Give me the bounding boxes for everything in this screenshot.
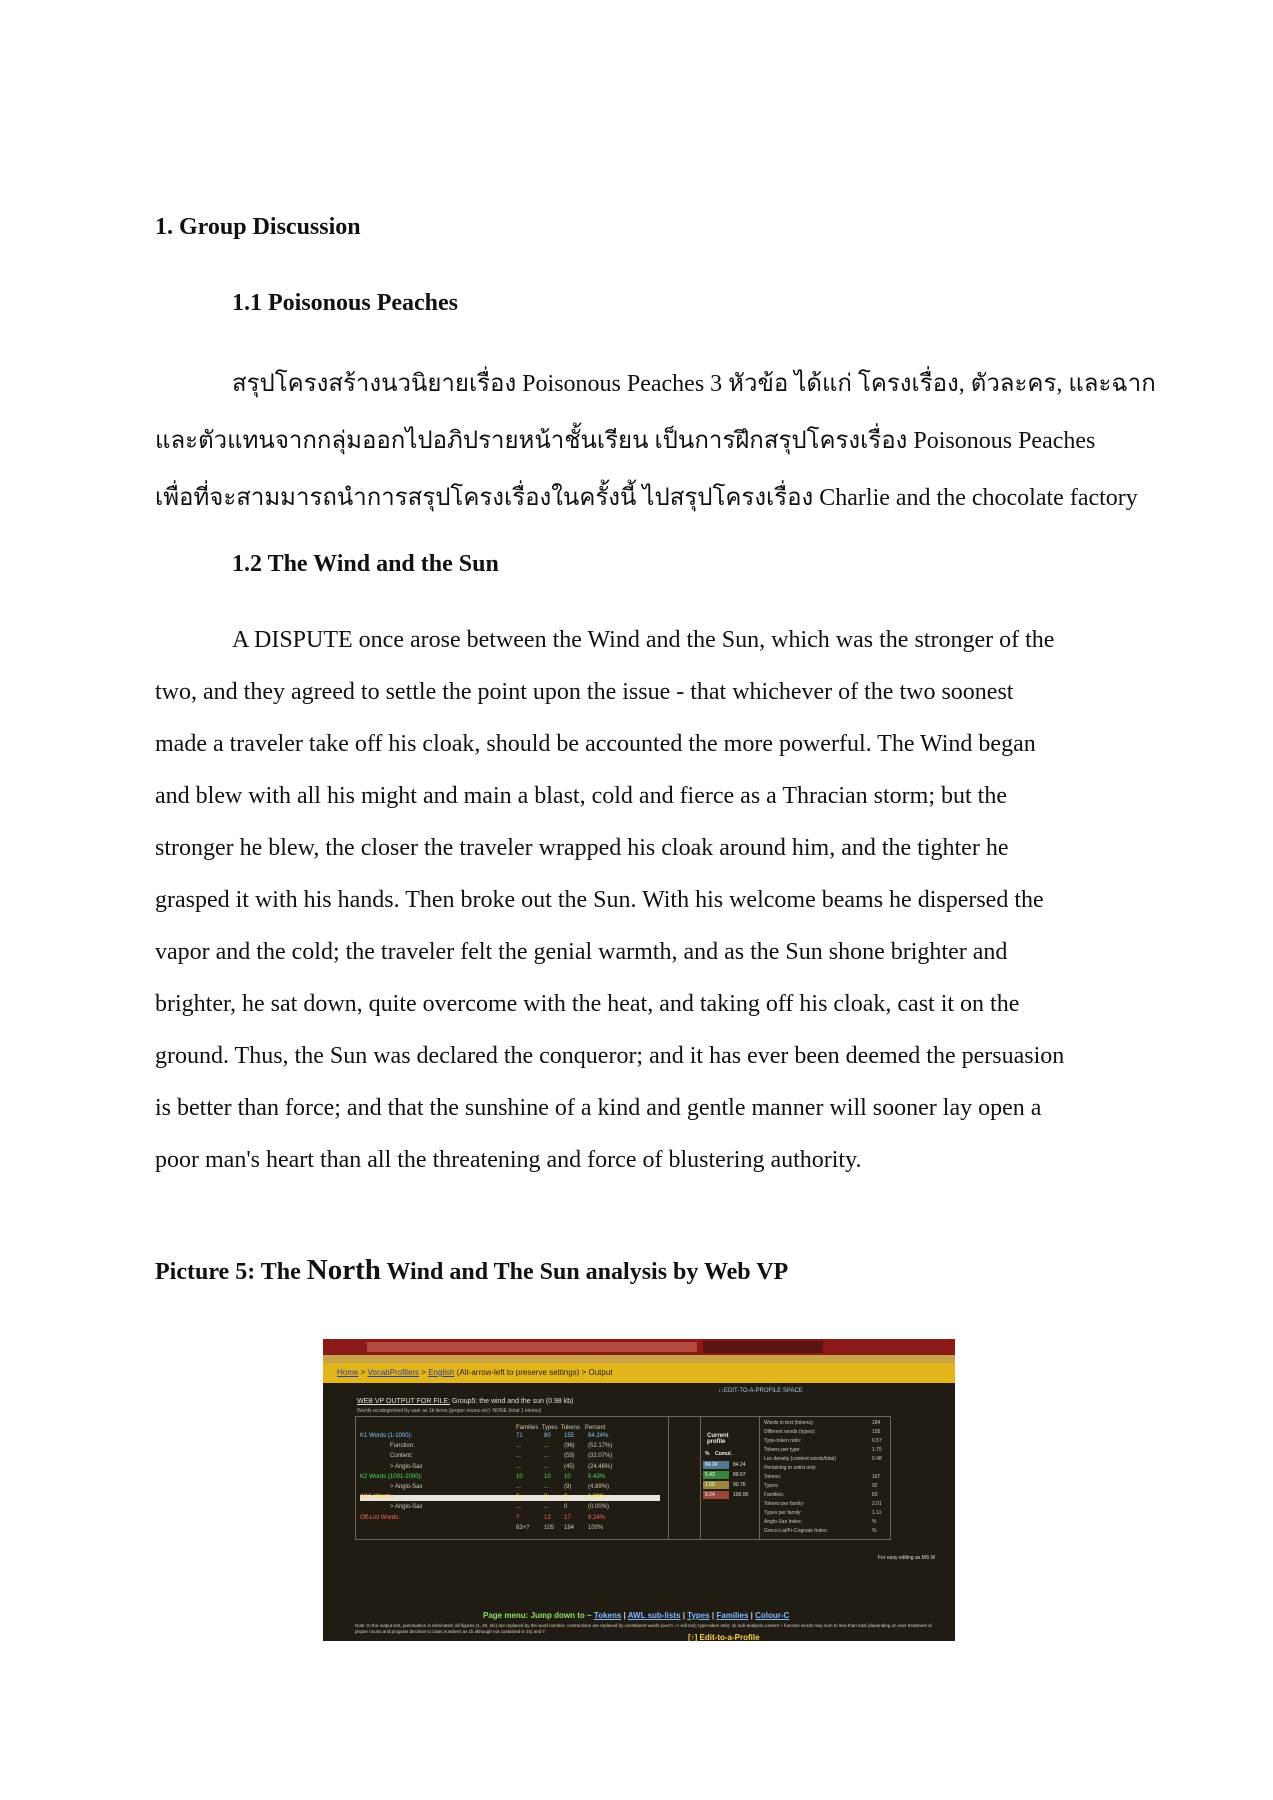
table-cell: (45) xyxy=(564,1463,575,1470)
profile-percent: 5.43 xyxy=(705,1472,715,1478)
profile-heading-line2: profile xyxy=(707,1439,726,1445)
col-percent: % xyxy=(705,1451,710,1457)
table-header xyxy=(516,1425,606,1431)
table-cell: (59) xyxy=(564,1453,575,1460)
table-cell: 9.24% xyxy=(588,1514,606,1521)
browser-menu-bar xyxy=(323,1355,955,1363)
stat-value: 1.75 xyxy=(872,1447,882,1453)
paragraph-line: grasped it with his hands. Then broke out the Sun. With his welcome beams he dispersed the xyxy=(155,887,1044,913)
output-title-file: Group5: the wind and the sun (0.98 kb) xyxy=(450,1398,574,1405)
table-cell: (0.00%) xyxy=(588,1504,610,1511)
paragraph-line: made a traveler take off his cloak, should be accounted the more powerful. The Wind began xyxy=(155,731,1036,757)
breadcrumb-separator: > xyxy=(358,1368,368,1377)
table-row-label: K1 Words (1-1000): xyxy=(360,1433,413,1439)
table-cell: 13 xyxy=(544,1514,551,1521)
stat-label: Families: xyxy=(764,1492,785,1498)
stat-value: 0.57 xyxy=(872,1438,882,1444)
browser-address-bar xyxy=(367,1342,697,1352)
stat-label: Types per family: xyxy=(764,1510,802,1516)
stat-value: 2.01 xyxy=(872,1501,882,1507)
fable-paragraph xyxy=(155,614,1135,1186)
menu-separator: | xyxy=(621,1611,628,1620)
stat-label: Tokens per family: xyxy=(764,1501,805,1507)
table-row-label: AWL Words: xyxy=(360,1494,394,1501)
paragraph-line: vapor and the cold; the traveler felt the genial warmth, and as the Sun shone brighter and xyxy=(155,939,1008,965)
output-title xyxy=(357,1398,573,1405)
stat-label: Greco-Lat/Fr-Cognate Index: xyxy=(764,1528,828,1534)
table-cell: 83+? xyxy=(516,1524,530,1531)
profile-cumul: 100.00 xyxy=(733,1492,749,1498)
table-cell: 2 xyxy=(516,1494,520,1501)
profile-table xyxy=(355,1416,891,1540)
table-cell: 80 xyxy=(544,1433,551,1439)
table-cell: ... xyxy=(544,1443,550,1450)
table-cell: 100% xyxy=(588,1524,604,1531)
vp-output-content xyxy=(323,1383,955,1641)
table-row-label: K2 Words (1001-2000): xyxy=(360,1473,423,1480)
paragraph-line: poor man's heart than all the threatening and force of blustering authority. xyxy=(155,1147,862,1173)
table-row-label: > Anglo-Sax xyxy=(390,1504,423,1511)
stat-value: 0.48 xyxy=(872,1456,882,1462)
page-menu-link[interactable]: Families xyxy=(716,1611,749,1620)
paragraph-line: stronger he blew, the closer the traveler wrapped his cloak around him, and the tighter he xyxy=(155,835,1009,861)
table-cell: (96) xyxy=(564,1443,575,1450)
profile-heading xyxy=(707,1433,729,1445)
current-profile xyxy=(700,1417,760,1539)
table-cell: (4.89%) xyxy=(588,1484,610,1490)
col-cumul: Cumul. xyxy=(715,1451,732,1457)
header-tokens: Tokens xyxy=(560,1425,580,1431)
header-families: Families xyxy=(516,1425,539,1431)
table-cell: ? xyxy=(516,1514,520,1521)
table-cell: ... xyxy=(544,1484,550,1490)
table-cell: 2 xyxy=(544,1494,548,1501)
table-row-label: Content: xyxy=(390,1453,413,1460)
subsection-title-poisonous-peaches: 1.1 Poisonous Peaches xyxy=(232,290,459,316)
paragraph-line: two, and they agreed to settle the point upon the issue - that whichever of the two soonest xyxy=(155,679,1014,705)
table-cell: (9) xyxy=(564,1484,572,1490)
stat-label: Tokens: xyxy=(764,1474,782,1480)
table-cell: (52.17%) xyxy=(588,1443,613,1450)
paragraph-line: และตัวแทนจากกลุ่มออกไปอภิปรายหน้าชั้นเรียน เป็นการฝึกสรุปโครงเรื่อง Poisonous Peaches xyxy=(155,428,1096,454)
edit-profile-link: ↓↓EDIT-TO-A-PROFILE SPACE xyxy=(718,1388,803,1394)
edit-to-profile-link: [↑] Edit-to-a-Profile xyxy=(688,1633,760,1641)
page-menu-link[interactable]: Types xyxy=(687,1611,710,1620)
breadcrumb-home: Home xyxy=(337,1368,359,1377)
page-menu-links xyxy=(594,1611,789,1620)
stat-value: 184 xyxy=(872,1420,881,1426)
table-cell: 5.43% xyxy=(588,1473,606,1480)
table-row-label: > Anglo-Sax xyxy=(390,1463,423,1470)
paragraph-line: is better than force; and that the sunshine of a kind and gentle manner will sooner lay open a xyxy=(155,1095,1042,1121)
table-cell: 84.24% xyxy=(588,1433,609,1439)
menu-separator: | xyxy=(748,1611,756,1620)
table-row-label: Off-List Words: xyxy=(360,1514,400,1521)
caption-emphasis: North xyxy=(306,1254,381,1286)
paragraph-line: ground. Thus, the Sun was declared the conqueror; and it has ever been deemed the persuasion xyxy=(155,1043,1065,1069)
table-cell: ... xyxy=(516,1484,522,1490)
breadcrumb-vocabprofilers: VocabProfilers xyxy=(367,1368,420,1377)
stat-value: 92 xyxy=(872,1483,878,1489)
table-cell: 1.09% xyxy=(588,1494,606,1501)
subsection-title-wind-and-sun: 1.2 The Wind and the Sun xyxy=(232,551,499,577)
table-cell: 105 xyxy=(544,1524,555,1531)
profile-cumul: 84.24 xyxy=(733,1462,746,1468)
paragraph-line: and blew with all his might and main a blast, cold and fierce as a Thracian storm; but the xyxy=(155,783,1007,809)
stat-value: % xyxy=(872,1519,877,1525)
page-menu-link[interactable]: AWL sub-lists xyxy=(627,1611,681,1620)
output-footnote: Note: In the output text, punctuation is eliminated; all figures (1, 20, etc) are replaced by the word number; contractions are replaced by constituent words (won't => will not); type-token ratio; 1k sub-analysis content + function words may sum to less than total (depending on user treatment of proper nouns and program decision to class numbers as 1k although not contained in 1k) and 'I'. xyxy=(355,1623,932,1634)
table-cell: (32.07%) xyxy=(588,1453,613,1460)
stat-value: % xyxy=(872,1528,877,1534)
menu-separator: | xyxy=(709,1611,717,1620)
caption-prefix: Picture 5: The xyxy=(155,1259,307,1285)
paragraph-line: brighter, he sat down, quite overcome with the heat, and taking off his cloak, cast it on the xyxy=(155,991,1020,1017)
figure-caption xyxy=(155,1254,788,1287)
table-cell: ... xyxy=(516,1504,522,1511)
profile-percent: 9.24 xyxy=(705,1492,715,1498)
profile-cumul: 89.67 xyxy=(733,1472,746,1478)
vp-breadcrumb xyxy=(323,1363,955,1383)
stat-label: Words in text (tokens): xyxy=(764,1420,814,1426)
recategorized-note: Words recategorized by user as 1k items (proper nouns etc): NONE (total 1 tokens) xyxy=(357,1408,542,1414)
page-menu-link[interactable]: Tokens xyxy=(593,1611,622,1620)
caption-suffix: Wind and The Sun analysis by Web VP xyxy=(380,1259,789,1285)
page-menu xyxy=(483,1611,789,1620)
table-cell: 0 xyxy=(564,1504,568,1511)
table-cell: ... xyxy=(544,1463,550,1470)
page-menu-link[interactable]: Colour-C xyxy=(755,1611,790,1620)
output-title-main: WEB VP OUTPUT FOR FILE: xyxy=(357,1398,451,1405)
stat-value: 105 xyxy=(872,1429,881,1435)
ms-word-note: For easy editing as MS W xyxy=(878,1555,936,1561)
stat-label: Type-token ratio: xyxy=(764,1438,802,1444)
stat-value: 167 xyxy=(872,1474,881,1480)
frequency-table xyxy=(356,1417,669,1539)
highlight-row xyxy=(360,1495,660,1501)
table-cell: 71 xyxy=(516,1433,523,1439)
table-row-label: > Anglo-Sax xyxy=(390,1484,423,1490)
table-cell: 10 xyxy=(564,1473,571,1480)
table-cell: 155 xyxy=(564,1433,575,1439)
table-cell: ... xyxy=(516,1443,522,1450)
table-cell: 184 xyxy=(564,1524,575,1531)
profile-cumul: 90.76 xyxy=(733,1482,746,1488)
stat-value: 83 xyxy=(872,1492,878,1498)
menu-separator: | xyxy=(680,1611,688,1620)
breadcrumb-english: English xyxy=(428,1368,455,1377)
table-cell: 10 xyxy=(544,1473,551,1480)
stats-panel xyxy=(760,1417,890,1539)
table-cell: 2 xyxy=(564,1494,568,1501)
browser-tab xyxy=(703,1341,823,1353)
profile-percent: 1.09 xyxy=(705,1482,715,1488)
table-cell: ... xyxy=(516,1453,522,1460)
browser-title-bar xyxy=(323,1339,955,1355)
page-menu-label: Page menu: Jump down to ~ xyxy=(483,1611,594,1620)
breadcrumb-rest: (Alt-arrow-left to preserve settings) > Output xyxy=(454,1368,613,1377)
web-vp-screenshot xyxy=(323,1339,955,1641)
stat-value: 1.11 xyxy=(872,1510,882,1516)
stat-label: Types: xyxy=(764,1483,779,1489)
stat-label: Lex density (content words/total) xyxy=(764,1456,836,1462)
profile-heading-line1: Current xyxy=(707,1433,729,1439)
table-cell: (24.46%) xyxy=(588,1463,613,1470)
thai-summary-paragraph xyxy=(155,356,1156,527)
table-cell: ... xyxy=(544,1504,550,1511)
table-row-label: Function: xyxy=(390,1443,415,1450)
profile-percent: 84.24 xyxy=(705,1462,718,1468)
paragraph-line: เพื่อที่จะสามมารถนำการสรุปโครงเรื่องในครั้งนี้ ไปสรุปโครงเรื่อง Charlie and the chocolate factory xyxy=(155,485,1138,511)
section-heading: 1. Group Discussion xyxy=(155,214,361,240)
stat-label: Pertaining to onlist only xyxy=(764,1465,816,1471)
stat-label: Tokens per type: xyxy=(764,1447,801,1453)
header-types: Types xyxy=(541,1425,558,1431)
header-percent: Percent xyxy=(584,1425,606,1431)
table-cell: 17 xyxy=(564,1514,571,1521)
paragraph-line: สรุปโครงสร้างนวนิยายเรื่อง Poisonous Peaches 3 หัวข้อ ได้แก่ โครงเรื่อง, ตัวละคร, และฉาก xyxy=(232,371,1156,397)
breadcrumb-separator: > xyxy=(419,1368,429,1377)
profile-col-headers xyxy=(705,1451,732,1457)
table-cell: 10 xyxy=(516,1473,523,1480)
paragraph-line: A DISPUTE once arose between the Wind and the Sun, which was the stronger of the xyxy=(232,627,1055,653)
stat-label: Different words (types): xyxy=(764,1429,816,1435)
table-cell: ... xyxy=(516,1463,522,1470)
table-cell: ... xyxy=(544,1453,550,1460)
stat-label: Anglo-Sax Index: xyxy=(764,1519,803,1525)
